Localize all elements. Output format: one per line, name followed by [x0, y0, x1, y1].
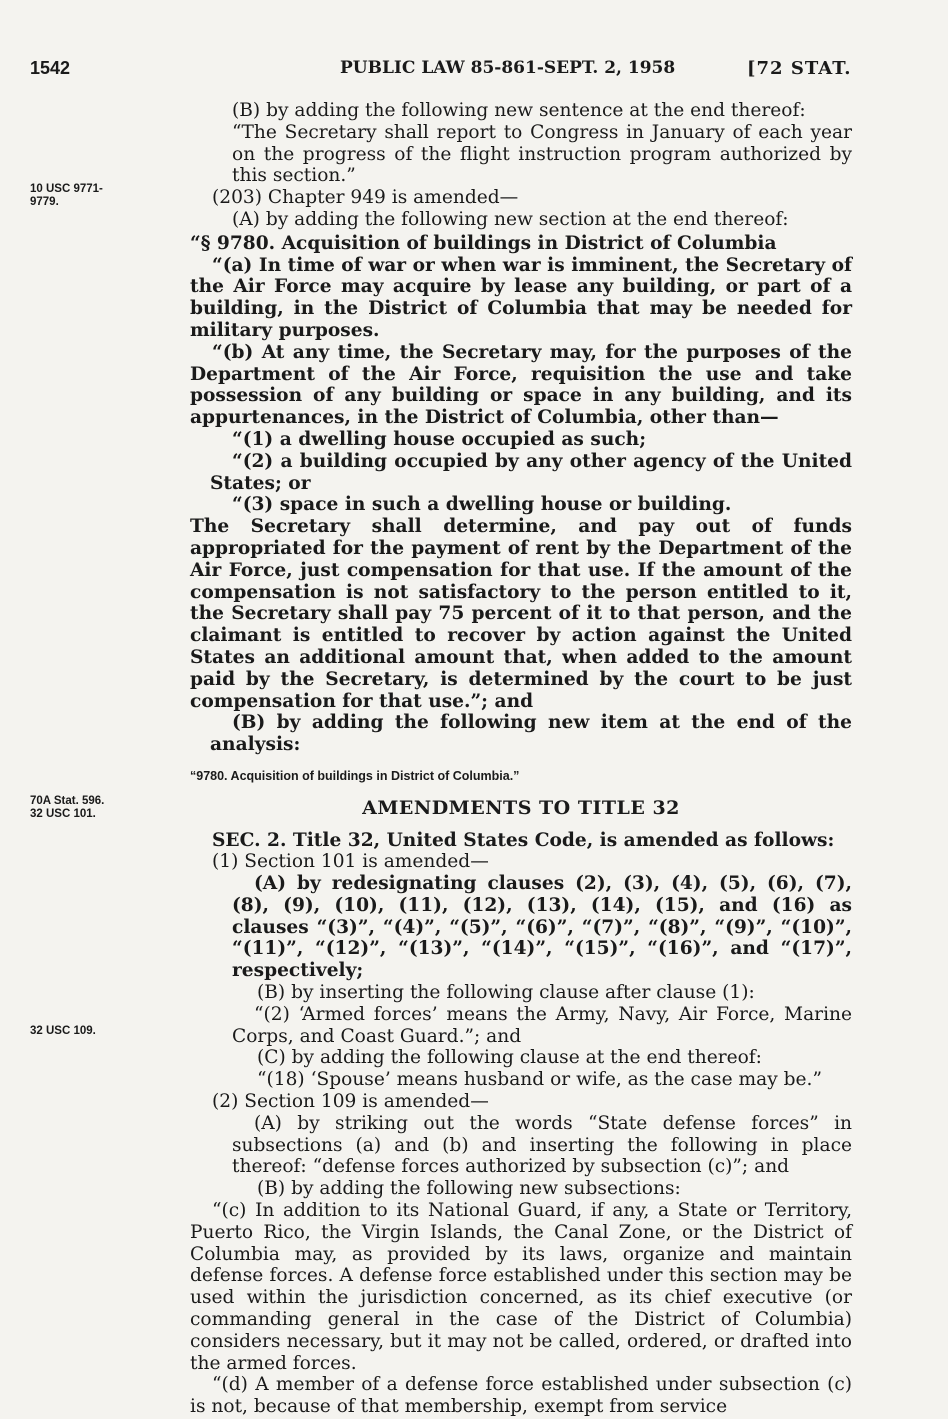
paragraph: (A) by adding the following new section at the end thereof: [232, 208, 789, 230]
margin-note-usc-9771: 10 USC 9771- 9779. [30, 183, 103, 208]
paragraph: “(d) A member of a defense force established under subsection (c) is not, because of that membership, exempt from service [190, 1374, 852, 1418]
statute-reference: [72 STAT. [747, 58, 852, 79]
paragraph: (2) Section 109 is amended— [212, 1091, 489, 1113]
paragraph: The Secretary shall determine, and pay out of funds appropriated for the payment of rent by the Department of the Air Force, just compensation for that use. If the amount of the compensation is not satisfactory to the person entitled to it, the Secretary shall pay 75 percent of it to that person, and the claimant is entitled to recover by action against the United States an additional amount that, when added to the amount paid by the Secretary, is determined by the court to be just compensation for that use.”; and [190, 516, 852, 712]
paragraph: (A) by striking out the words “State defense forces” in subsections (a) and (b) and inserting the following in place thereof: “defense forces authorized by subsection (c)”; and [232, 1112, 852, 1178]
paragraph: (B) by adding the following new sentence at the end thereof: [232, 100, 806, 121]
paragraph: (B) by adding the following new subsections: [257, 1178, 681, 1200]
page-number: 1542 [30, 58, 71, 78]
paragraph: (1) Section 101 is amended— [212, 851, 489, 873]
paragraph: “(b) At any time, the Secretary may, for the purposes of the Department of the Air Force, requisition the use and take possession of any building or space in any building, and its appurtenances, in the District of Columbia, other than— [190, 341, 852, 429]
running-title: PUBLIC LAW 85-861-SEPT. 2, 1958 [340, 58, 676, 78]
paragraph: “(2) ‘Armed forces’ means the Army, Navy, Air Force, Marine Corps, and Coast Guard.”; and [232, 1003, 852, 1047]
analysis-item: “9780. Acquisition of buildings in District of Columbia.” [190, 768, 520, 783]
paragraph: “(3) space in such a dwelling house or building. [232, 494, 732, 516]
paragraph: “(1) a dwelling house occupied as such; [232, 428, 647, 450]
paragraph: “(c) In addition to its National Guard, if any, a State or Territory, Puerto Rico, the Virgin Islands, the Canal Zone, or the District of Columbia may, as provided by its laws, organize and maintain defense forces. A defense force established under this section may be used within the jurisdiction concerned, as its chief executive (or commanding general in the case of the District of Columbia) considers necessary, but it may not be called, ordered, or drafted into the armed forces. [190, 1200, 852, 1374]
paragraph: (203) Chapter 949 is amended— [212, 187, 519, 209]
body-text [190, 100, 852, 1418]
part-heading: AMENDMENTS TO TITLE 32 [362, 796, 680, 819]
margin-note-70a-stat: 70A Stat. 596. 32 USC 101. [30, 795, 105, 820]
section-heading: “§ 9780. Acquisition of buildings in District of Columbia [190, 232, 777, 254]
paragraph: (A) by redesignating clauses (2), (3), (4), (5), (6), (7), (8), (9), (10), (11), (12), (13), (14), (15), and (16) as clauses “(3)”, “(4)”, “(5)”, “(6)”, “(7)”, “(8)”, “(9)”, “(10)”, “(11)”, “(12)”, “(13)”, “(14)”, “(15)”, “(16)”, and “(17)”, respectively; [232, 873, 852, 982]
paragraph: “(a) In time of war or when war is imminent, the Secretary of the Air Force may acquire by lease any building, or part of a building, in the District of Columbia that may be needed for military purposes. [190, 254, 852, 341]
paragraph: “The Secretary shall report to Congress in January of each year on the progress of the flight instruction program authorized by this section.” [232, 121, 852, 187]
paragraph: SEC. 2. Title 32, United States Code, is amended as follows: [212, 829, 835, 851]
paragraph: (B) by inserting the following clause after clause (1): [257, 982, 755, 1004]
margin-note-usc-109: 32 USC 109. [30, 1025, 96, 1037]
paragraph: “(18) ‘Spouse’ means husband or wife, as the case may be.” [257, 1069, 822, 1091]
paragraph: “(2) a building occupied by any other agency of the United States; or [210, 450, 852, 494]
paragraph: (C) by adding the following clause at the end thereof: [257, 1047, 762, 1069]
paragraph: (B) by adding the following new item at the end of the analysis: [210, 712, 852, 756]
